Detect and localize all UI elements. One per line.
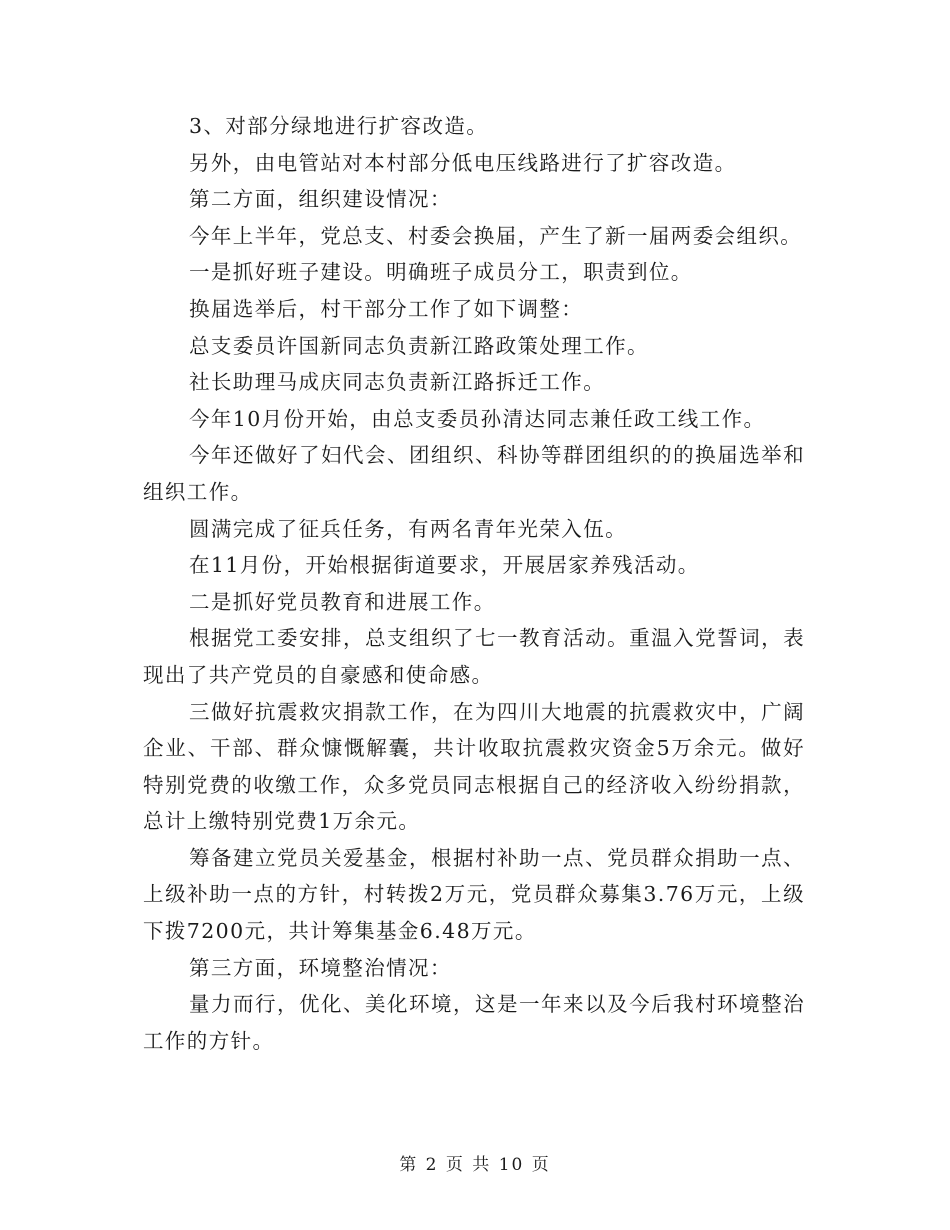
paragraph-17: 第三方面，环境整治情况： xyxy=(189,955,452,980)
paragraph-9: 今年10月份开始，由总支委员孙清达同志兼任政工线工作。 xyxy=(189,406,766,431)
paragraph-13: 二是抓好党员教育和进展工作。 xyxy=(189,589,496,614)
paragraph-16: 筹备建立党员关爱基金，根据村补助一点、党员群众捐助一点、上级补助一点的方针，村转拨2万元，党员群众募集3.76万元，上级下拨7200元，共计筹集基金6.48万元。 xyxy=(143,845,805,944)
paragraph-15: 三做好抗震救灾捐款工作，在为四川大地震的抗震救灾中，广阔企业、干部、群众慷慨解囊，共计收取抗震救灾资金5万余元。做好特别党费的收缴工作，众多党员同志根据自己的经济收入纷纷捐款，总计上缴特别党费1万余元。 xyxy=(143,699,805,834)
paragraph-2: 另外，由电管站对本村部分低电压线路进行了扩容改造。 xyxy=(189,150,737,175)
paragraph-18: 量力而行，优化、美化环境，这是一年来以及今后我村环境整治工作的方针。 xyxy=(143,992,805,1053)
paragraph-3: 第二方面，组织建设情况： xyxy=(189,187,452,212)
document-body xyxy=(143,108,805,1059)
paragraph-6: 换届选举后，村干部分工作了如下调整： xyxy=(189,296,584,321)
paragraph-12: 在11月份，开始根据街道要求，开展居家养残活动。 xyxy=(189,553,700,578)
paragraph-7: 总支委员许国新同志负责新江路政策处理工作。 xyxy=(189,333,649,358)
paragraph-10: 今年还做好了妇代会、团组织、科协等群团组织的的换届选举和组织工作。 xyxy=(143,443,805,504)
paragraph-1: 3、对部分绿地进行扩容改造。 xyxy=(189,114,489,138)
paragraph-11: 圆满完成了征兵任务，有两名青年光荣入伍。 xyxy=(189,516,627,541)
paragraph-5: 一是抓好班子建设。明确班子成员分工，职责到位。 xyxy=(189,260,693,285)
paragraph-8: 社长助理马成庆同志负责新江路拆迁工作。 xyxy=(189,370,606,395)
paragraph-4: 今年上半年，党总支、村委会换届，产生了新一届两委会组织。 xyxy=(189,223,803,248)
page-number-footer: 第 2 页 共 10 页 xyxy=(399,1155,551,1175)
paragraph-14: 根据党工委安排，总支组织了七一教育活动。重温入党誓词，表现出了共产党员的自豪感和使命感。 xyxy=(143,626,805,687)
